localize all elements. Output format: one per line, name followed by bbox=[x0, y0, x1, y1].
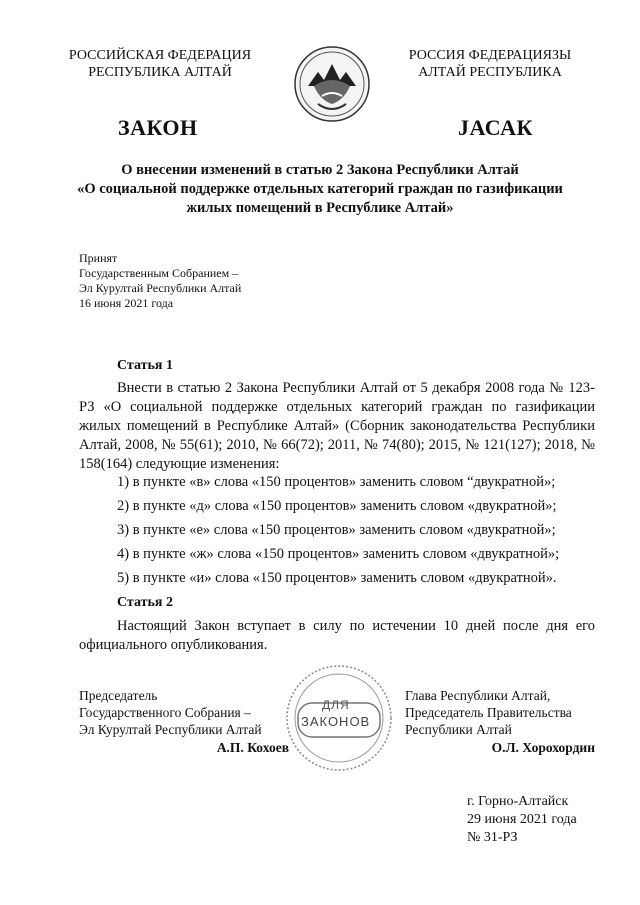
footer-block bbox=[467, 793, 577, 847]
coat-of-arms-icon bbox=[292, 44, 372, 124]
sig-left-line1: Председатель bbox=[79, 688, 158, 703]
title-line1: О внесении изменений в статью 2 Закона Республики Алтай bbox=[121, 162, 519, 178]
sig-right-name: О.Л. Хорохордин bbox=[491, 740, 595, 755]
article1-item: 4) в пункте «ж» слова «150 процентов» заменить словом «двукратной»; bbox=[117, 546, 560, 562]
footer-date: 29 июня 2021 года bbox=[467, 812, 577, 827]
title-line2: «О социальной поддержке отдельных категорий граждан по газификации bbox=[77, 181, 563, 197]
header-right bbox=[380, 47, 600, 81]
sig-left-line2: Государственного Собрания – bbox=[79, 705, 251, 720]
stamp-line1: ДЛЯ bbox=[322, 698, 350, 712]
adopted-line3: Эл Курултай Республики Алтай bbox=[79, 281, 242, 295]
signature-left bbox=[79, 687, 289, 756]
sig-right-line3: Республики Алтай bbox=[405, 722, 512, 737]
article1-item: 2) в пункте «д» слова «150 процентов» заменить словом «двукратной»; bbox=[117, 498, 557, 514]
article1-item: 5) в пункте «и» слова «150 процентов» заменить словом «двукратной». bbox=[117, 570, 557, 586]
adopted-line1: Принят bbox=[79, 251, 118, 265]
sig-right-line2: Председатель Правительства bbox=[405, 705, 572, 720]
signature-right bbox=[405, 687, 595, 756]
title-line3: жилых помещений в Республике Алтай» bbox=[186, 200, 454, 216]
header-right-line1: РОССИЯ ФЕДЕРАЦИЯЗЫ bbox=[408, 48, 572, 63]
article2-text: Настоящий Закон вступает в силу по истечении 10 дней после дня его официального опубликования. bbox=[79, 618, 595, 653]
law-subject-title bbox=[60, 161, 580, 218]
header-left bbox=[40, 47, 280, 81]
law-title-alt: ЈАСАК bbox=[458, 115, 533, 140]
article1-text: Внести в статью 2 Закона Республики Алтай от 5 декабря 2008 года № 123-РЗ «О социальной поддержке отдельных категорий граждан по газификации жилых помещений в Республике Алтай» (Сборник законодательства Республики Алтай, 2008, № 55(61); 2010, № 66(72); 2011, № 74(80); 2015, № 121(127); 2018, № 158(164) следующие изменения: bbox=[79, 380, 595, 472]
sig-left-name: А.П. Кохоев bbox=[216, 740, 289, 755]
footer-city: г. Горно-Алтайск bbox=[467, 794, 569, 809]
article1-item: 1) в пункте «в» слова «150 процентов» заменить словом “двукратной»; bbox=[117, 474, 556, 490]
stamp-line2: ЗАКОНОВ bbox=[301, 714, 371, 729]
header-left-line1: РОССИЙСКАЯ ФЕДЕРАЦИЯ bbox=[68, 48, 252, 63]
footer-number: № 31-РЗ bbox=[467, 830, 518, 845]
article2-heading: Статья 2 bbox=[117, 595, 173, 610]
sig-left-line3: Эл Курултай Республики Алтай bbox=[79, 722, 262, 737]
header-right-line2: АЛТАЙ РЕСПУБЛИКА bbox=[418, 65, 562, 80]
adoption-block bbox=[79, 251, 241, 311]
article1-heading: Статья 1 bbox=[117, 358, 173, 373]
sig-right-line1: Глава Республики Алтай, bbox=[405, 688, 551, 703]
adopted-date: 16 июня 2021 года bbox=[79, 296, 174, 310]
law-title-ru: ЗАКОН bbox=[118, 115, 198, 140]
adopted-line2: Государственным Собранием – bbox=[79, 266, 239, 280]
article1-item: 3) в пункте «е» слова «150 процентов» заменить словом «двукратной»; bbox=[117, 522, 556, 538]
header-left-line2: РЕСПУБЛИКА АЛТАЙ bbox=[88, 65, 232, 80]
